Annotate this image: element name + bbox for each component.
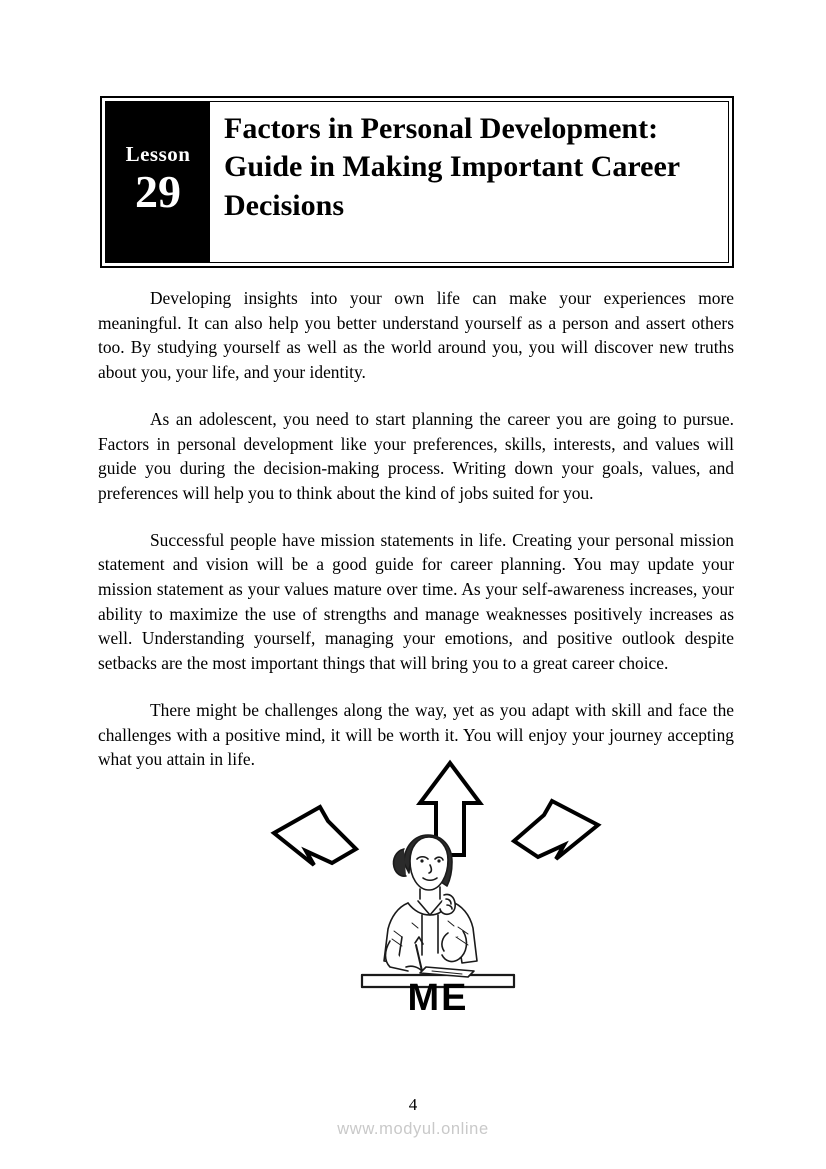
body-paragraph-3: Successful people have mission statements in life. Creating your personal mission statement and vision will be a good guide for career planning. You may update your mission statement as your values mature over time. As your self-awareness increases, your ability to maximize the use of strengths and manage weaknesses positively increases as well. Understanding yourself, managing your emotions, and positive outlook despite setbacks are the most important things that will bring you to a great career choice. [98,529,734,674]
seated-student-figure [362,835,514,987]
body-paragraph-4: There might be challenges along the way, yet as you adapt with skill and face the challenges with a positive mind, it will be worth it. You will enjoy your journey accepting what you attain in life. [98,699,734,770]
right-arrow-icon [514,801,598,859]
lesson-number-label: 29 [135,166,181,218]
page-number: 4 [408,1095,418,1114]
lesson-header-inner [105,101,729,263]
lesson-title: Factors in Personal Development: Guide in Making Important Career Decisions [224,112,680,222]
body-paragraph-1: Developing insights into your own life can make your experiences more meaningful. It can also help you better understand yourself as a person and assert others too. By studying yourself as well as the world around you, you will discover new truths about you, your life, and your identity. [98,288,734,383]
illustration-caption: ME [407,977,469,1019]
lesson-word-label: Lesson [125,142,191,167]
career-choice-illustration [258,745,618,1035]
left-arrow-icon [274,807,356,865]
lesson-body-text [98,286,734,772]
lesson-header-block [100,96,734,268]
watermark: www.modyul.online [337,1120,489,1138]
lesson-number-badge [106,102,210,262]
body-paragraph-2: As an adolescent, you need to start planning the career you are going to pursue. Factors in personal development like your preferences, skills, interests, and values will guide you during the decision-making process. Writing down your goals, values, and preferences will help you to think about the kind of jobs suited for you. [98,408,734,503]
